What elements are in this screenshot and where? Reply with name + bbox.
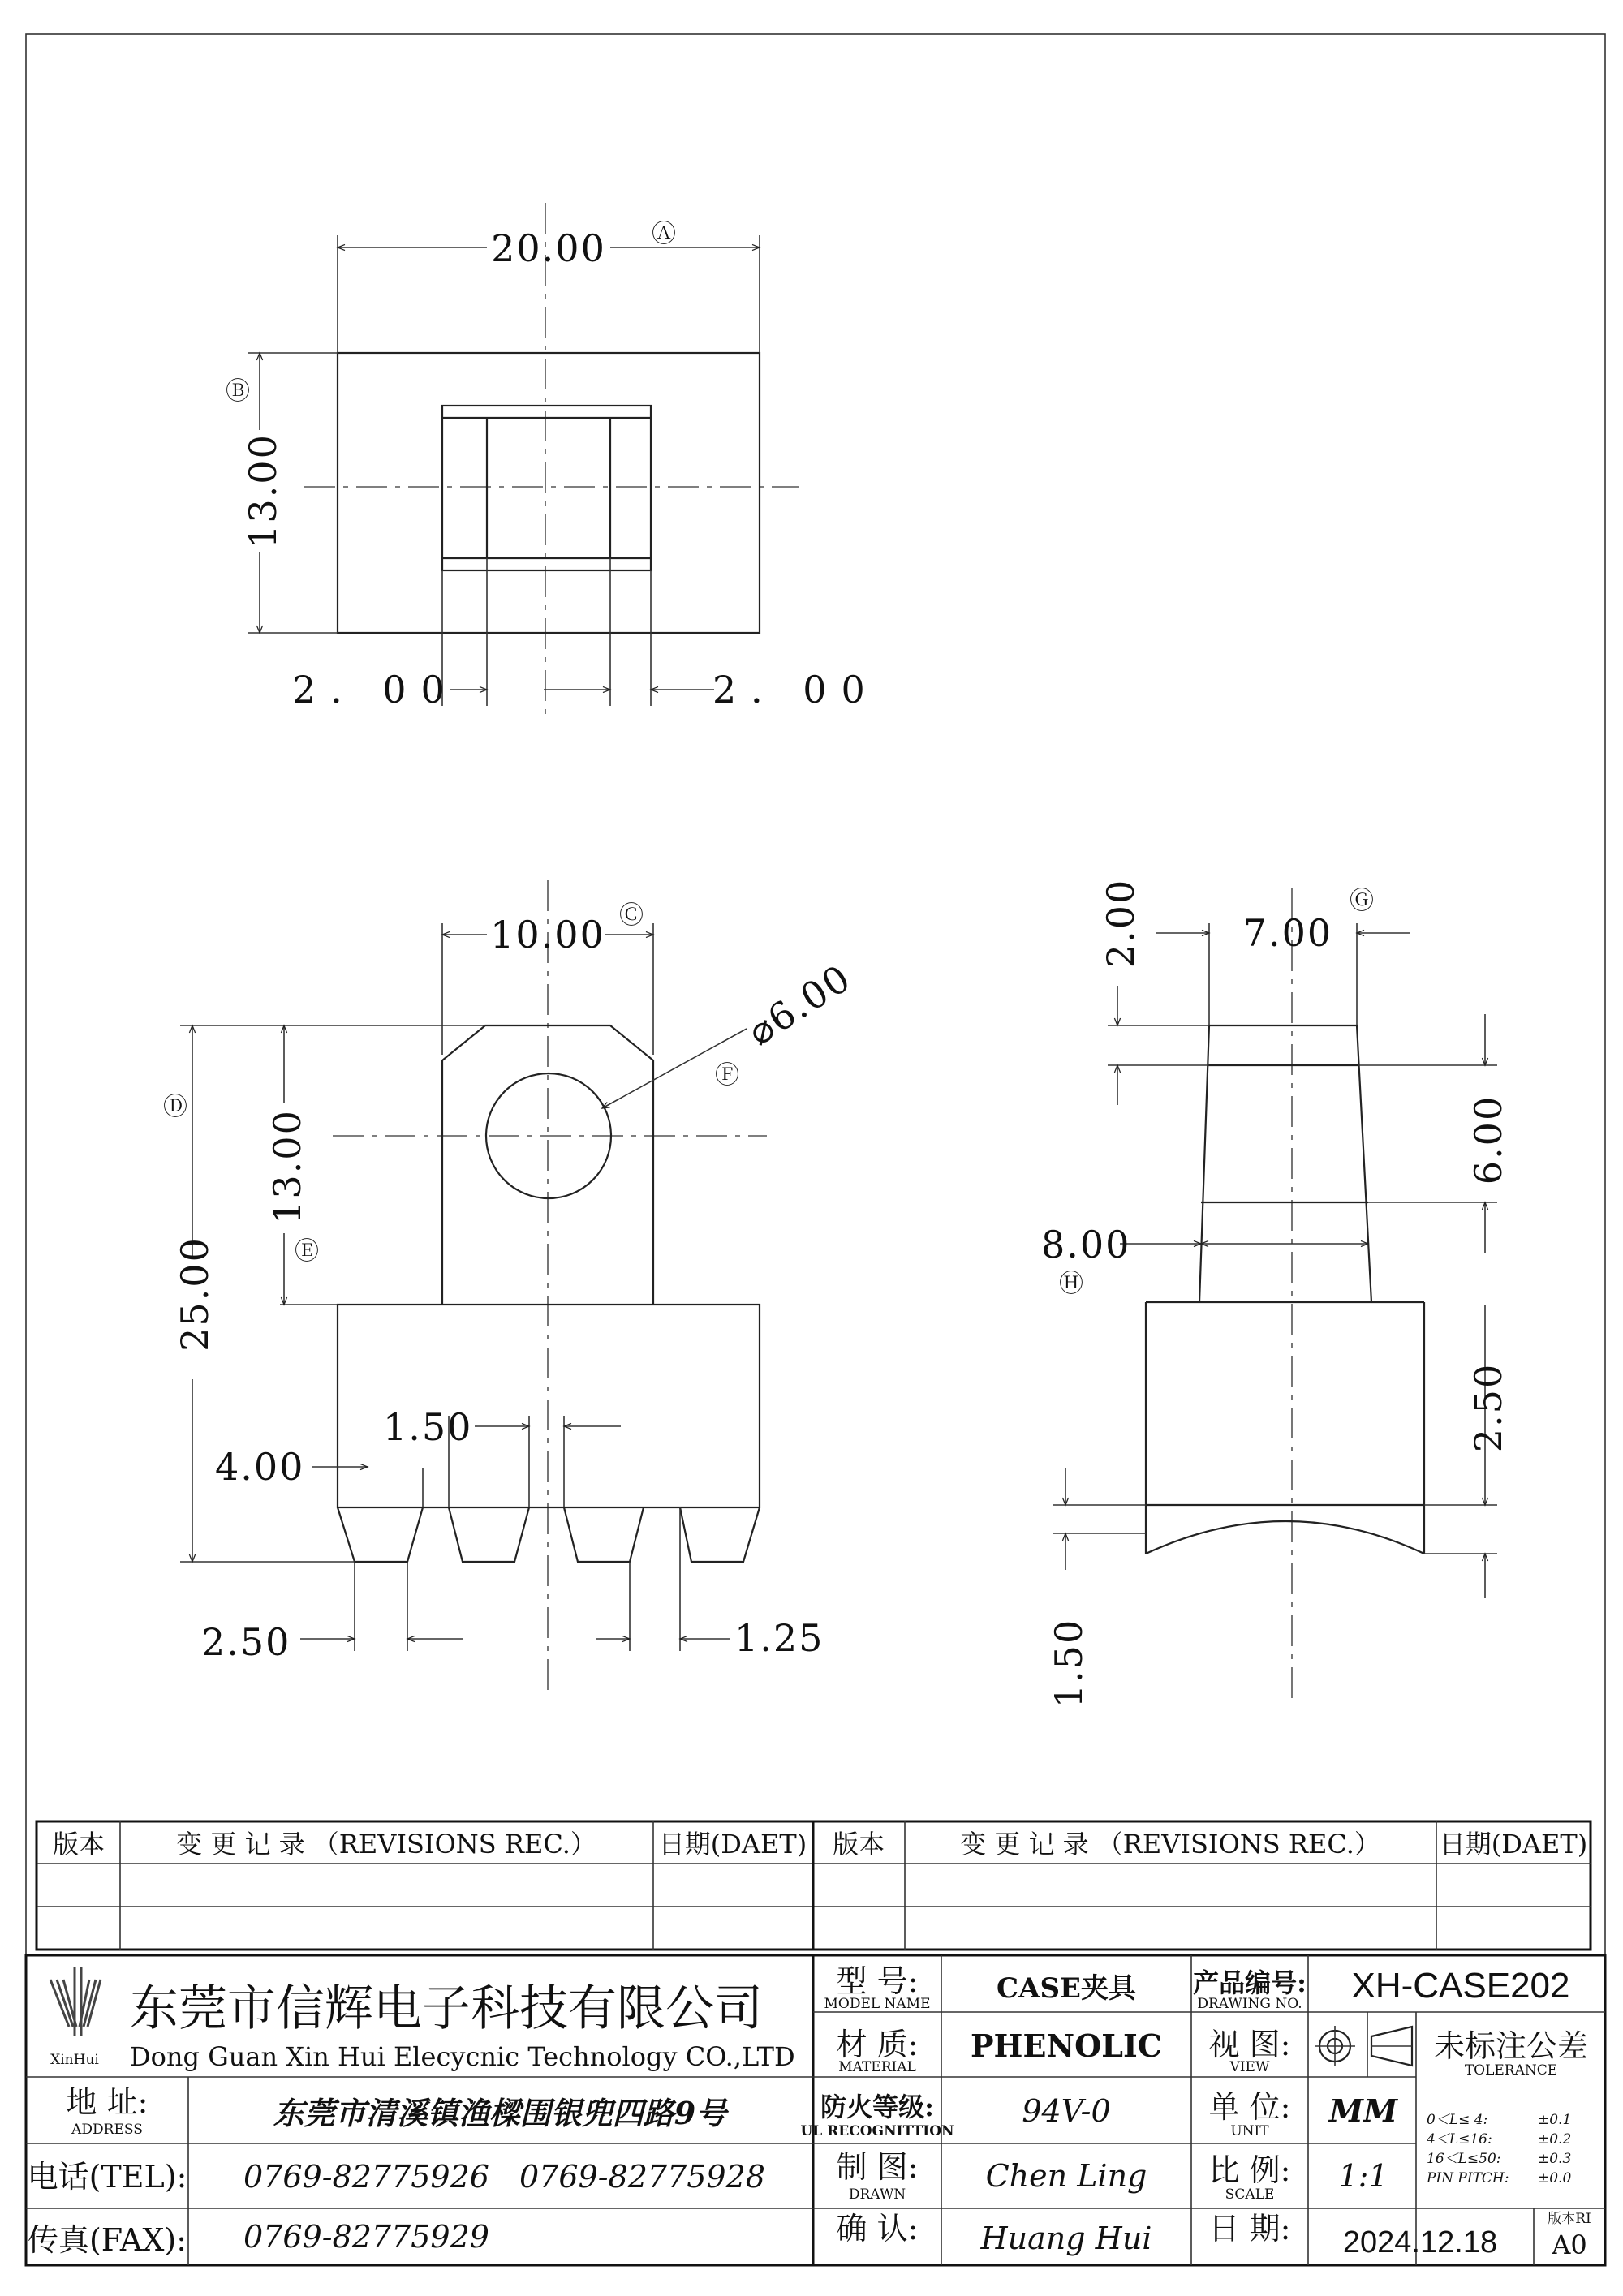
dim-slot-left: 2．00: [292, 668, 459, 712]
address-value: 东莞市清溪镇渔樑围银兜四路9号: [273, 2095, 727, 2131]
sheet-border: [26, 34, 1605, 2265]
callout-h: Ⓗ: [1059, 1270, 1083, 1298]
drawn-value: Chen Ling: [985, 2158, 1147, 2194]
dim-front-pin-width: 1.25: [734, 1616, 824, 1660]
dim-side-top-width: 7.00: [1242, 911, 1333, 955]
rev-col-record-1: 变 更 记 录 （REVISIONS REC.）: [176, 1829, 596, 1860]
rev-col-record-2: 变 更 记 录 （REVISIONS REC.）: [960, 1829, 1380, 1860]
front-view: [163, 880, 859, 1696]
rev-col-version-2: 版本: [832, 1829, 885, 1860]
tel-2: 0769-82775928: [519, 2159, 765, 2195]
date-label: 日 期:: [1208, 2211, 1291, 2247]
callout-e: Ⓔ: [295, 1237, 319, 1266]
unit-label-en: UNIT: [1230, 2123, 1269, 2139]
tol-range-4: PIN PITCH:: [1427, 2170, 1509, 2186]
company-logo: [50, 1967, 101, 2068]
scale-label: 比 例:: [1208, 2152, 1291, 2188]
callout-f: Ⓕ: [715, 1061, 739, 1090]
tol-val-1: ±0.1: [1538, 2112, 1572, 2128]
dim-front-pin-offset: 4.00: [215, 1445, 305, 1489]
callout-d: Ⓓ: [163, 1093, 187, 1121]
tolerance-en: TOLERANCE: [1464, 2062, 1558, 2079]
revision-table: [37, 1821, 1591, 1950]
model-label-en: MODEL NAME: [824, 1996, 931, 2012]
fire-label: 防火等级:: [820, 2092, 934, 2122]
unit-value: MM: [1328, 2092, 1398, 2129]
tol-val-3: ±0.3: [1538, 2151, 1572, 2167]
fax-value: 0769-82775929: [243, 2219, 489, 2255]
callout-b: Ⓑ: [226, 377, 250, 406]
scale-label-en: SCALE: [1225, 2186, 1275, 2203]
tol-val-4: ±0.0: [1538, 2170, 1572, 2186]
rev-col-date-2: 日期(DAET): [1439, 1829, 1588, 1860]
projection-symbol-icon: [1315, 2026, 1412, 2066]
material-value: PHENOLIC: [970, 2027, 1163, 2064]
view-label: 视 图:: [1208, 2027, 1291, 2062]
fire-value: 94V-0: [1022, 2093, 1111, 2129]
dim-front-pin-pitch: 2.50: [201, 1620, 291, 1664]
tol-val-2: ±0.2: [1538, 2131, 1572, 2148]
model-label: 型 号:: [836, 1963, 919, 1999]
front-pins: [338, 1507, 760, 1562]
dim-front-total-height: 25.00: [173, 1236, 217, 1352]
top-body-outline: [338, 353, 760, 633]
side-top-outline: [1199, 1025, 1371, 1302]
title-block: [26, 1955, 1605, 2265]
tel-label: 电话(TEL):: [27, 2159, 187, 2195]
drawing-no-label-en: DRAWING NO.: [1197, 1996, 1302, 2012]
logo-text: XinHui: [50, 2052, 99, 2068]
material-label: 材 质:: [836, 2027, 919, 2062]
drawn-label: 制 图:: [836, 2149, 919, 2185]
tolerance-title: 未标注公差: [1433, 2028, 1589, 2064]
view-label-en: VIEW: [1229, 2059, 1270, 2075]
company-name-en: Dong Guan Xin Hui Elecycnic Technology CO.,LTD: [130, 2041, 795, 2072]
dim-slot-right: 2．00: [712, 668, 880, 712]
address-label: 地 址:: [66, 2084, 149, 2120]
dim-side-base-h: 2.50: [1466, 1362, 1510, 1453]
dim-front-tab-width: 10.00: [490, 913, 605, 957]
version-label: 版本RI: [1548, 2211, 1591, 2227]
fax-label: 传真(FAX):: [27, 2222, 187, 2258]
tol-range-1: 0＜L≤ 4:: [1427, 2112, 1488, 2128]
dim-side-mid-width: 8.00: [1041, 1223, 1131, 1266]
callout-g: Ⓖ: [1350, 887, 1374, 915]
dim-hole-dia: ⌀6.00: [739, 955, 859, 1055]
callout-a: Ⓐ: [652, 220, 676, 248]
side-curve: [1146, 1521, 1424, 1554]
version-value: A0: [1552, 2229, 1587, 2260]
drawing-no-value: XH-CASE202: [1351, 1966, 1570, 2006]
dim-side-top-h: 2.00: [1099, 878, 1143, 969]
dim-top-height: 13.00: [241, 433, 285, 548]
side-base-outline: [1146, 1302, 1424, 1554]
date-value: 2024.12.18: [1342, 2225, 1498, 2259]
tol-range-2: 4＜L≤16:: [1427, 2131, 1492, 2148]
check-label: 确 认:: [836, 2211, 919, 2247]
scale-value: 1:1: [1338, 2158, 1388, 2194]
model-value: CASE夹具: [997, 1972, 1136, 2005]
drawing-no-label: 产品编号:: [1193, 1967, 1307, 1998]
unit-label: 单 位:: [1208, 2089, 1291, 2125]
drawn-label-en: DRAWN: [848, 2186, 906, 2203]
address-label-en: ADDRESS: [71, 2122, 143, 2138]
dim-top-width: 20.00: [491, 226, 606, 270]
rev-col-date-1: 日期(DAET): [658, 1829, 807, 1860]
company-name-cn: 东莞市信辉电子科技有限公司: [130, 1980, 763, 2037]
dim-side-taper-h: 6.00: [1466, 1094, 1510, 1185]
dim-front-tab-height: 13.00: [265, 1109, 309, 1224]
dim-side-curve-h: 1.50: [1047, 1618, 1091, 1709]
top-view: [226, 203, 880, 722]
callout-c: Ⓒ: [619, 901, 644, 930]
side-view: [1041, 879, 1510, 1708]
fire-label-en: UL RECOGNITTION: [800, 2123, 954, 2139]
tol-range-3: 16＜L≤50:: [1427, 2151, 1501, 2167]
dim-front-pin-gap: 1.50: [383, 1405, 473, 1449]
top-slot: [442, 406, 651, 570]
check-value: Huang Hui: [980, 2221, 1152, 2256]
material-label-en: MATERIAL: [838, 2059, 916, 2075]
tel-1: 0769-82775926: [243, 2159, 489, 2195]
rev-col-version-1: 版本: [52, 1829, 105, 1860]
